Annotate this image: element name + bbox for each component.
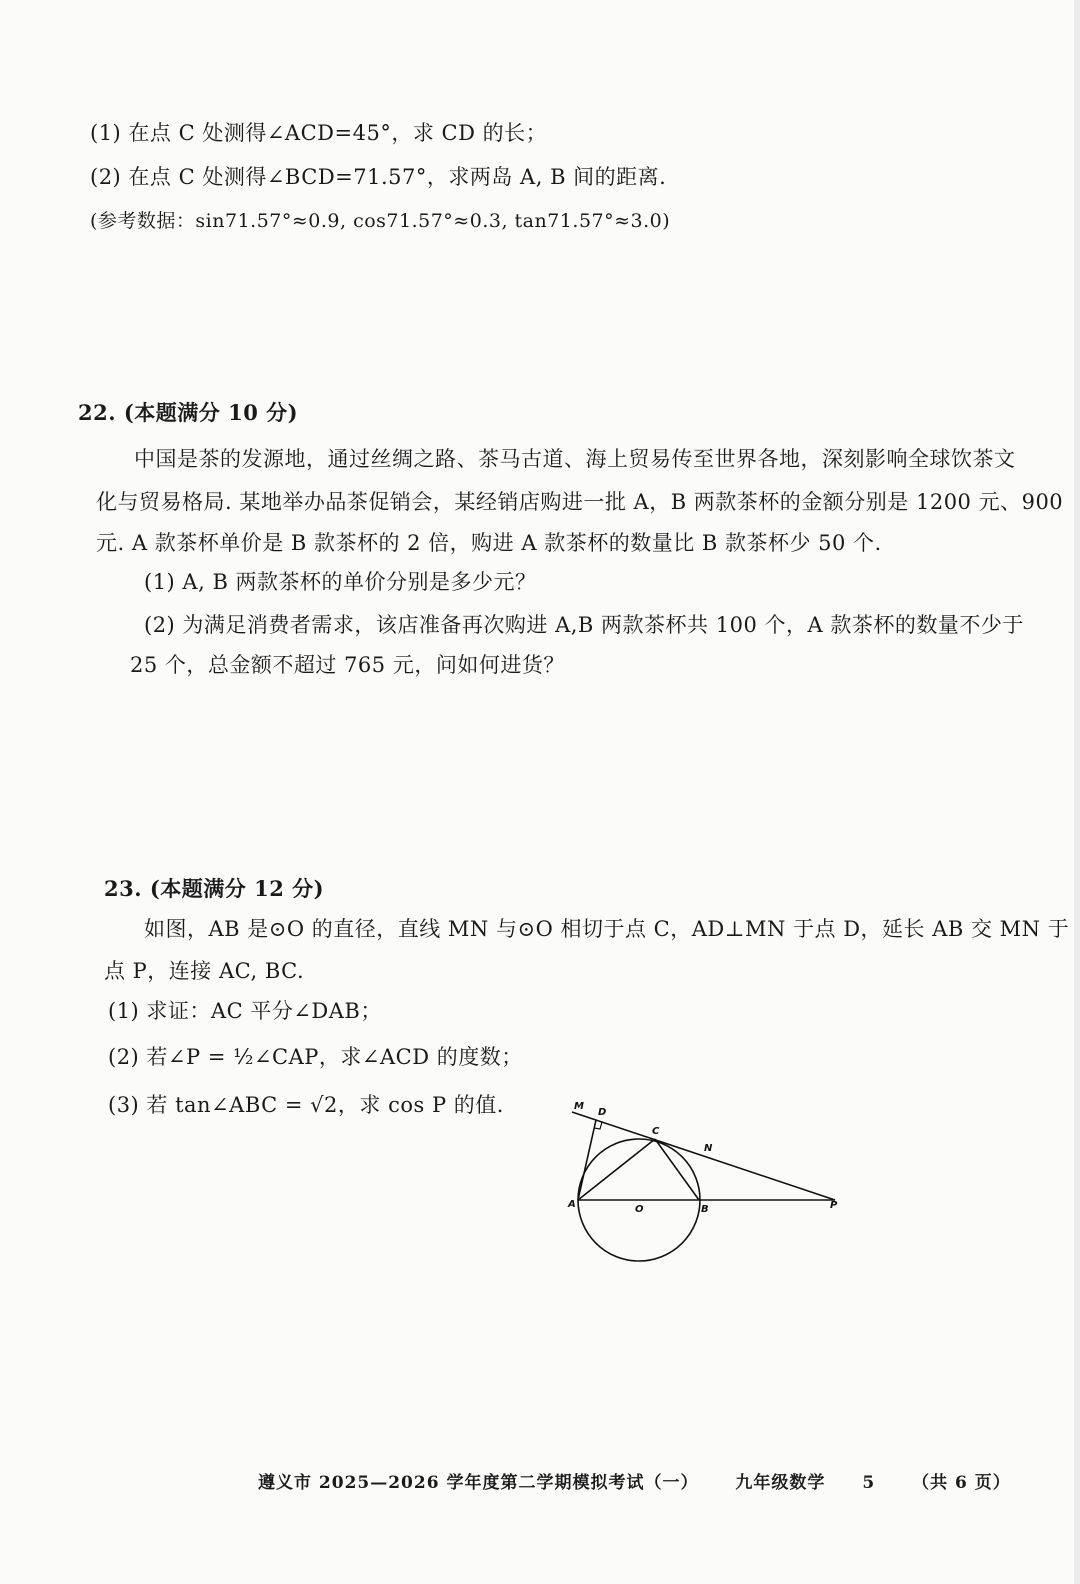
label-b: B [701, 1204, 709, 1215]
q22-part1: (1) A, B 两款茶杯的单价分别是多少元？ [144, 570, 537, 594]
figure-svg [560, 1095, 860, 1280]
q22-text-line1: 中国是茶的发源地，通过丝绸之路、茶马古道、海上贸易传至世界各地，深刻影响全球饮茶文 [134, 447, 1016, 471]
q22-text-line2: 化与贸易格局. 某地举办品茶促销会，某经销店购进一批 A，B 两款茶杯的金额分别是 1200 元、900 [96, 490, 1064, 514]
label-o: O [635, 1204, 644, 1215]
q23-heading: 23. (本题满分 12 分) [104, 876, 325, 901]
q23-part2: (2) 若∠P = ½∠CAP，求∠ACD 的度数； [108, 1045, 523, 1069]
scan-edge [1074, 0, 1080, 1584]
q22-heading: 22. (本题满分 10 分) [78, 400, 299, 425]
q22-part2-line2: 25 个，总金额不超过 765 元，问如何进货？ [130, 653, 565, 677]
label-d: D [598, 1107, 607, 1118]
circle-tangent-figure [560, 1095, 860, 1280]
footer-page-number: 5 [862, 1473, 876, 1493]
label-a: A [568, 1199, 576, 1210]
q23-text-line2: 点 P，连接 AC, BC. [104, 959, 305, 983]
footer-exam-title: 遵义市 2025—2026 学年度第二学期模拟考试（一） [258, 1473, 699, 1493]
q23-part1: (1) 求证：AC 平分∠DAB； [108, 999, 382, 1023]
q21-part1: (1) 在点 C 处测得∠ACD=45°，求 CD 的长； [90, 121, 548, 145]
label-p: P [830, 1200, 838, 1211]
q21-reference-data: (参考数据：sin71.57°≈0.9, cos71.57°≈0.3, tan71.57°≈3.0) [90, 210, 671, 232]
q23-text-line1: 如图，AB 是⊙O 的直径，直线 MN 与⊙O 相切于点 C，AD⊥MN 于点 D，延长 AB 交 MN 于 [144, 917, 1070, 941]
footer-subject: 九年级数学 [735, 1473, 826, 1493]
line-mn [572, 1112, 835, 1200]
q21-part2: (2) 在点 C 处测得∠BCD=71.57°，求两岛 A, B 间的距离. [90, 165, 667, 189]
label-c: C [652, 1126, 660, 1137]
label-n: N [704, 1143, 713, 1154]
q22-part2-line1: (2) 为满足消费者需求，该店准备再次购进 A,B 两款茶杯共 100 个，A 款茶杯的数量不少于 [144, 613, 1024, 637]
footer-total-pages: （共 6 页） [912, 1473, 1011, 1493]
label-m: M [574, 1101, 584, 1112]
page-footer [258, 1468, 1041, 1493]
q22-text-line3: 元. A 款茶杯单价是 B 款茶杯的 2 倍，购进 A 款茶杯的数量比 B 款茶杯少 50 个. [96, 531, 882, 555]
q23-part3: (3) 若 tan∠ABC = √2，求 cos P 的值. [108, 1093, 504, 1117]
